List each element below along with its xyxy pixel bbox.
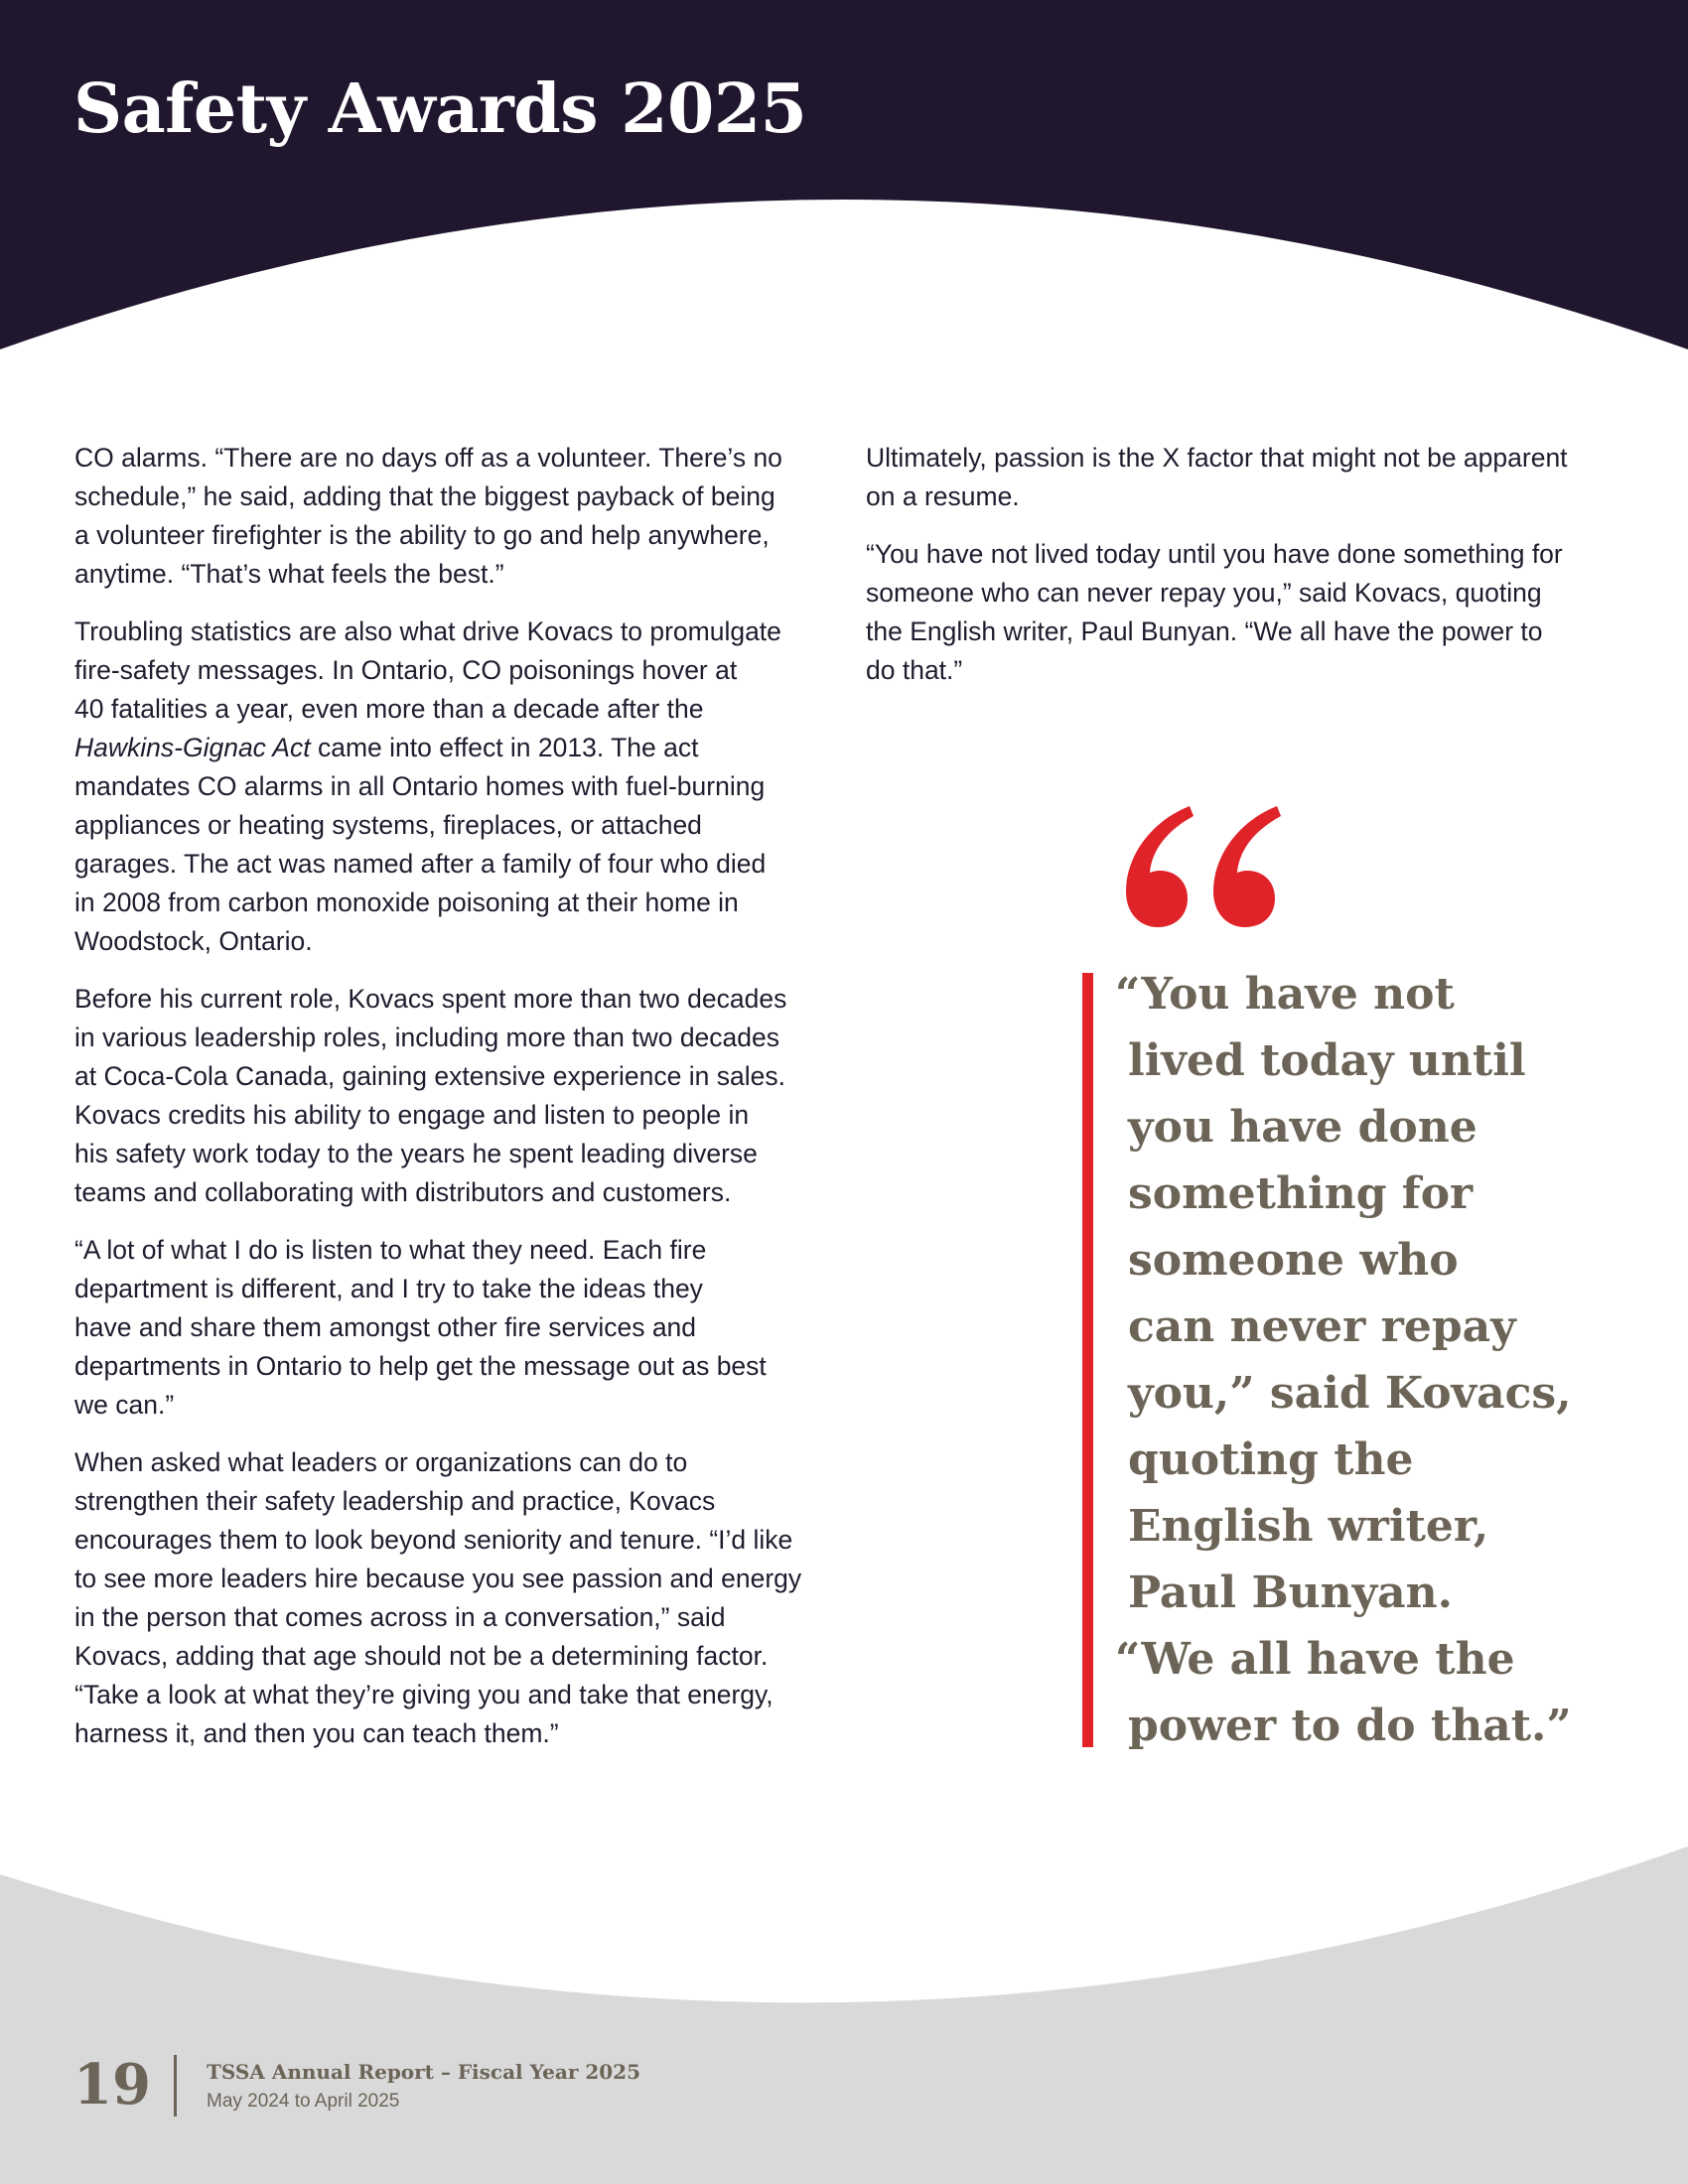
paragraph-career: Before his current role, Kovacs spent more than two decades in various leadership roles, including more than two decades at Coca-Cola Canada, gaining extensive experience in sales. Kovacs credits his ability to engage and listen to people in his safety work today to the years he spent leading diverse teams and collaborating with distributors and customers. — [74, 984, 787, 1207]
paragraph-leadership: When asked what leaders or organizations can do to strengthen their safety leadership and practice, Kovacs encourages them to look beyond seniority and tenure. “I’d like to see more leaders hire because you see passion and energy in the person that comes across in a conversation,” said Kovacs, adding that age should not be a determining factor. “Take a look at what they’re giving you and take that energy, harness it, and then you can teach them.” — [74, 1447, 802, 1748]
page-title: Safety Awards 2025 — [73, 69, 807, 149]
paragraph-listening: “A lot of what I do is listen to what they need. Each fire department is different, and I try to take the ideas they have and share them amongst other fire services and departments in Ontario to help get the message out as best we can.” — [74, 1235, 767, 1420]
pull-quote: “You have not lived today until you have done something for someone who can never repay you,” said Kovacs, quoting the English writer, Paul Bunyan. “We all have the power to do that.” — [1115, 969, 1572, 1751]
header-band — [0, 0, 1688, 357]
footer-period: May 2024 to April 2025 — [207, 2091, 400, 2112]
paragraph-quote: “You have not lived today until you have done something for someone who can never repay you,” said Kovacs, quoting the English writer, Paul Bunyan. “We all have the power to do that.” — [866, 539, 1563, 685]
paragraph-volunteer: CO alarms. “There are no days off as a volunteer. There’s no schedule,” he said, adding that the biggest payback of being a volunteer firefighter is the ability to go and help anywhere, anytime. “That’s what feels the best.” — [74, 443, 782, 589]
footer-divider — [174, 2055, 177, 2116]
footer-band — [0, 1846, 1688, 2184]
left-column — [74, 439, 839, 1772]
act-name: Hawkins-Gignac Act — [74, 733, 311, 762]
right-column — [866, 439, 1630, 709]
paragraph-passion: Ultimately, passion is the X factor that might not be apparent on a resume. — [866, 443, 1568, 511]
pull-quote-accent-bar — [1082, 973, 1093, 1747]
footer-report-title: TSSA Annual Report – Fiscal Year 2025 — [207, 2060, 640, 2084]
red-double-quote-icon — [1120, 802, 1289, 929]
page-number: 19 — [73, 2052, 151, 2117]
paragraph-statistics: Troubling statistics are also what drive Kovacs to promulgate fire-safety messages. In Ontario, CO poisonings hover at 40 fatalities a year, even more than a decade after the Hawkins-Gignac Act came into effect in 2013. The act mandates CO alarms in all Ontario homes with fuel-burning appliances or heating systems, fireplaces, or attached garages. The act was named after a family of four who died in 2008 from carbon monoxide poisoning at their home in Woodstock, Ontario. — [74, 616, 781, 956]
